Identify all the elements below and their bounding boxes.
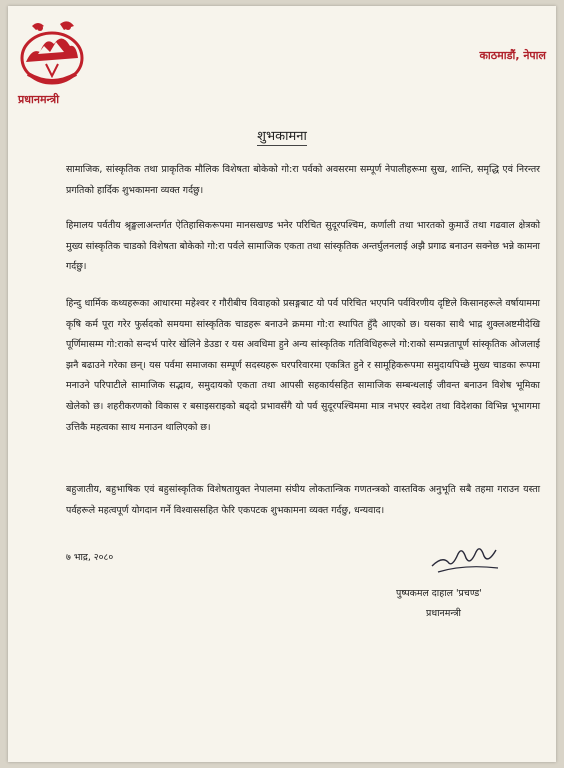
paragraph-1: सामाजिक, सांस्कृतिक तथा प्राकृतिक मौलिक विशेषता बोकेको गो:रा पर्वको अवसरमा सम्पूर्ण नेपालीहरूमा सुख, शान्ति, समृद्धि एवं निरन्तर प्रगतिको हार्दिक शुभकामना व्यक्त गर्दछु। xyxy=(66,164,540,196)
letter-date: ७ भाद्र, २०८० xyxy=(66,552,114,563)
letter-title-text: शुभकामना xyxy=(257,129,307,144)
paragraph-4: बहुजातीय, बहुभाषिक एवं बहुसांस्कृतिक विशेषतायुक्त नेपालमा संघीय लोकतान्त्रिक गणतन्त्रको वास्तविक अनुभूति सबै तहमा गराउन यस्ता पर्वहरूले महत्वपूर्ण योगदान गर्ने विश्वाससहित फेरि एकपटक शुभकामना व्यक्त गर्दछु, धन्यवाद। xyxy=(66,484,540,516)
national-emblem-icon xyxy=(16,18,88,88)
letter-sheet xyxy=(8,6,556,762)
letterhead-office: प्रधानमन्त्री xyxy=(18,93,60,106)
letter-title xyxy=(8,126,556,144)
letterhead-place: काठमाडौं, नेपाल xyxy=(479,49,546,62)
signatory-designation: प्रधानमन्त्री xyxy=(426,608,461,619)
signatory-name: पुष्पकमल दाहाल 'प्रचण्ड' xyxy=(396,588,482,599)
signature-mark xyxy=(428,536,504,578)
paragraph-2: हिमालय पर्वतीय श्रृङ्खलाअन्तर्गत ऐतिहासिकरूपमा मानसखण्ड भनेर परिचित सुदूरपश्चिम, कर्णाली तथा भारतको कुमाउँ तथा गढवाल क्षेत्रको मुख्य सांस्कृतिक चाडको विशेषता बोकेको गो:रा पर्वले सामाजिक एकता तथा सांस्कृतिक अन्तर्घुलनलाई अझै प्रगाढ बनाउन सक्नेछ भन्ने कामना गर्दछु। xyxy=(66,220,540,273)
paragraph-3: हिन्दु धार्मिक कथ्यहरूका आधारमा महेश्वर र गौरीबीच विवाहको प्रसङ्गबाट यो पर्व परिचित भएपनि पर्वविरणीय दृष्टिले किसानहरूले वर्षायाममा कृषि कर्म पूरा गरेर फुर्सदको समयमा सांस्कृतिक चाडहरू बनाउने क्रममा गो:रा स्थापित हुँदै आएको छ। यसका साथै भाद्र शुक्लअष्टमीदेखि पूर्णिमासम्म गो:राको सन्दर्भ पारेर खेलिने डेउडा र यस अवधिमा हुने अन्य सांस्कृतिक गतिविधिहरूले गो:राको सम्पन्नतापूर्ण सांस्कृतिक ओजलाई झनै बढाउने गरेका छन्। यस पर्वमा समाजका सम्पूर्ण सदस्यहरू घरपरिवारमा एकत्रित हुने र सामूहिकरूपमा समुदायपिच्छे मुख्य चाडका रूपमा मनाउने परिपाटीले सामाजिक सद्भाव, समुदायको एकता तथा आपसी सहकार्यसहित सामाजिक सम्बन्धलाई जीवन्त बनाउन विशेष भूमिका खेलेको छ। शहरीकरणको विकास र बसाइसराइको बढ्दो प्रभावसँगै यो पर्व सुदूरपश्चिममा मात्र नभएर स्वदेश तथा विदेशका विभिन्न भूभागमा उत्तिकै महत्वका साथ मनाउन थालिएको छ। xyxy=(66,298,540,433)
